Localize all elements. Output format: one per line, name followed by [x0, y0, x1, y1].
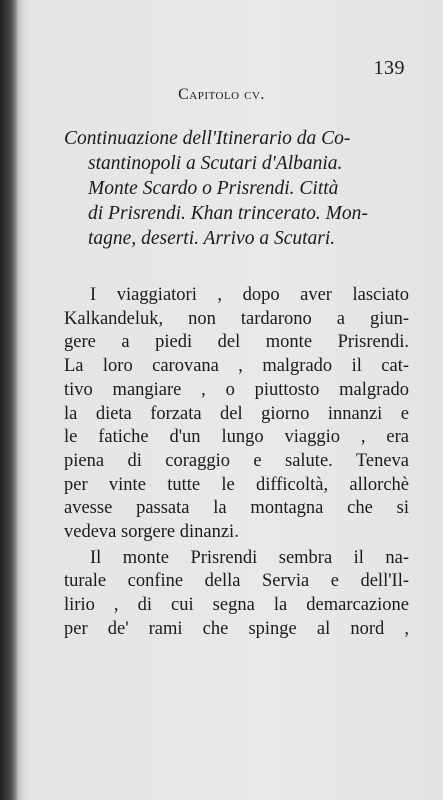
body-line: avesse passata la montagna che si	[64, 498, 409, 519]
body-line: vedeva sorgere dinanzi.	[64, 522, 239, 543]
body-line: gere a piedi del monte Prisrendi.	[64, 332, 409, 353]
summary-line: Continuazione dell'Itinerario da Co-	[64, 128, 351, 149]
body-line: La loro carovana , malgrado il cat-	[64, 356, 409, 377]
body-line: lirio , di cui segna la demarcazione	[64, 595, 409, 616]
summary-line: di Prisrendi. Khan trincerato. Mon-	[88, 203, 368, 224]
body-line: turale confine della Servia e dell'Il-	[64, 571, 409, 592]
body-line: per vinte tutte le difficoltà, allorchè	[64, 474, 409, 495]
body-line: Il monte Prisrendi sembra il na-	[90, 547, 409, 568]
body-text	[64, 284, 409, 642]
body-line: per de' rami che spinge al nord ,	[64, 618, 409, 639]
body-line: piena di coraggio e salute. Teneva	[64, 450, 409, 471]
binding-gutter	[0, 0, 22, 800]
body-line: le fatiche d'un lungo viaggio , era	[64, 427, 409, 448]
body-line: I viaggiatori , dopo aver lasciato	[90, 285, 409, 305]
summary-line: tagne, deserti. Arrivo a Scutari.	[88, 228, 336, 249]
body-line: la dieta forzata del giorno innanzi e	[64, 403, 409, 424]
page-number: 139	[373, 57, 405, 79]
body-line: tivo mangiare , o piuttosto malgrado	[64, 379, 409, 400]
body-line: Kalkandeluk, non tardarono a giun-	[64, 308, 409, 329]
summary-line: Monte Scardo o Prisrendi. Città	[88, 178, 339, 199]
summary-line: stantinopoli a Scutari d'Albania.	[88, 153, 343, 174]
chapter-summary	[64, 126, 404, 251]
running-head: Capitolo cv.	[178, 86, 265, 103]
